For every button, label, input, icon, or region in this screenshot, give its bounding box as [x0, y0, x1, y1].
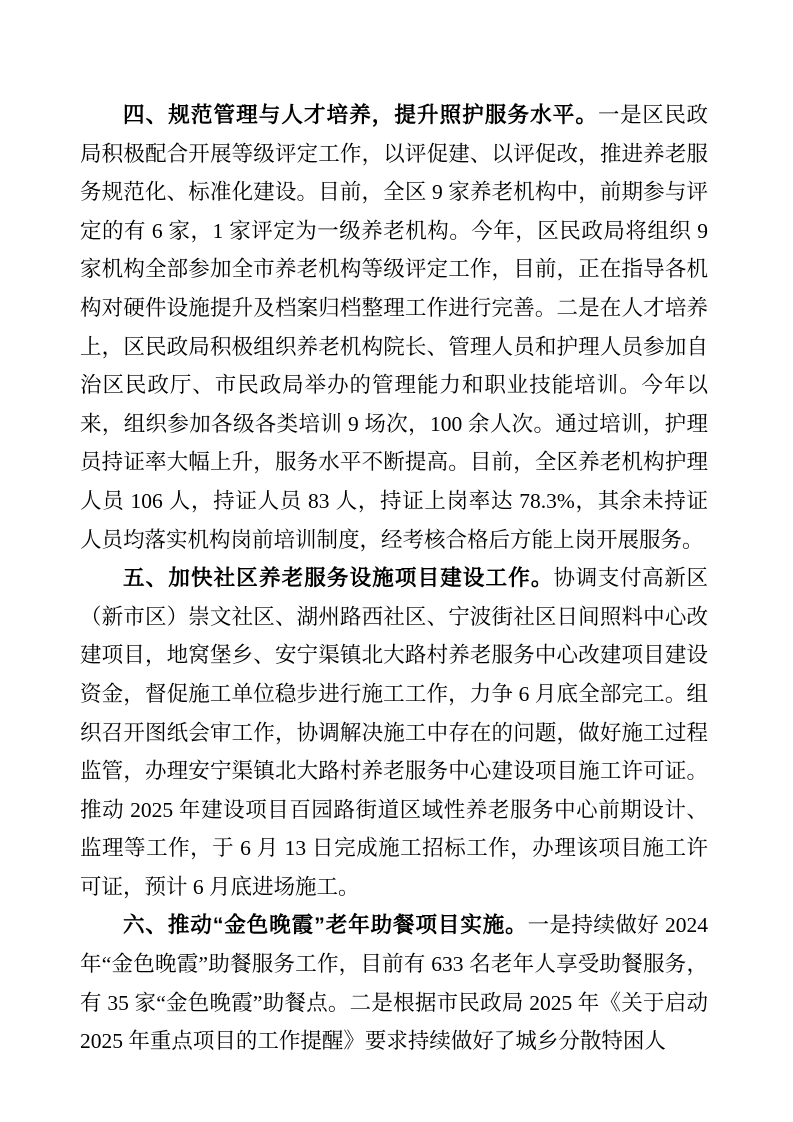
section-4-paragraph — [80, 96, 708, 559]
section-6-heading: 六、推动“金色晚霞”老年助餐项目实施。 — [123, 913, 528, 938]
section-6-body-text: 一是持续做好 2024 年“金色晚霞”助餐服务工作，目前有 633 名老年人享受助餐服务，有 35 家“金色晚霞”助餐点。二是根据市民政局 2025 年《关于启动 2025 年重点项目的工作提醒》要求持续做好了城乡分散特困人 — [80, 913, 708, 1054]
section-5-heading: 五、加快社区养老服务设施项目建设工作。 — [123, 566, 554, 591]
section-6-paragraph — [80, 906, 708, 1060]
section-5-paragraph — [80, 559, 708, 906]
section-5-body-text: 协调支付高新区（新市区）崇文社区、湖州路西社区、宁波街社区日间照料中心改建项目，地窝堡乡、安宁渠镇北大路村养老服务中心改建项目建设资金，督促施工单位稳步进行施工工作，力争 6 月底全部完工。组织召开图纸会审工作，协调解决施工中存在的问题，做好施工过程监管，办理安宁渠镇北大路村养老服务中心建设项目施工许可证。推动 2025 年建设项目百园路街道区域性养老服务中心前期设计、监理等工作，于 6 月 13 日完成施工招标工作，办理该项目施工许可证，预计 6 月底进场施工。 — [80, 566, 708, 899]
section-4-body-text: 一是区民政局积极配合开展等级评定工作，以评促建、以评促改，推进养老服务规范化、标准化建设。目前，全区 9 家养老机构中，前期参与评定的有 6 家，1 家评定为一级养老机构。今年，区民政局将组织 9 家机构全部参加全市养老机构等级评定工作，目前，正在指导各机构对硬件设施提升及档案归档整理工作进行完善。二是在人才培养上，区民政局积极组织养老机构院长、管理人员和护理人员参加自治区民政厅、市民政局举办的管理能力和职业技能培训。今年以来，组织参加各级各类培训 9 场次，100 余人次。通过培训，护理员持证率大幅上升，服务水平不断提高。目前，全区养老机构护理人员 106 人，持证人员 83 人，持证上岗率达 78.3%，其余未持证人员均落实机构岗前培训制度，经考核合格后方能上岗开展服务。 — [80, 103, 708, 552]
section-4-heading: 四、规范管理与人才培养，提升照护服务水平。 — [123, 103, 598, 127]
